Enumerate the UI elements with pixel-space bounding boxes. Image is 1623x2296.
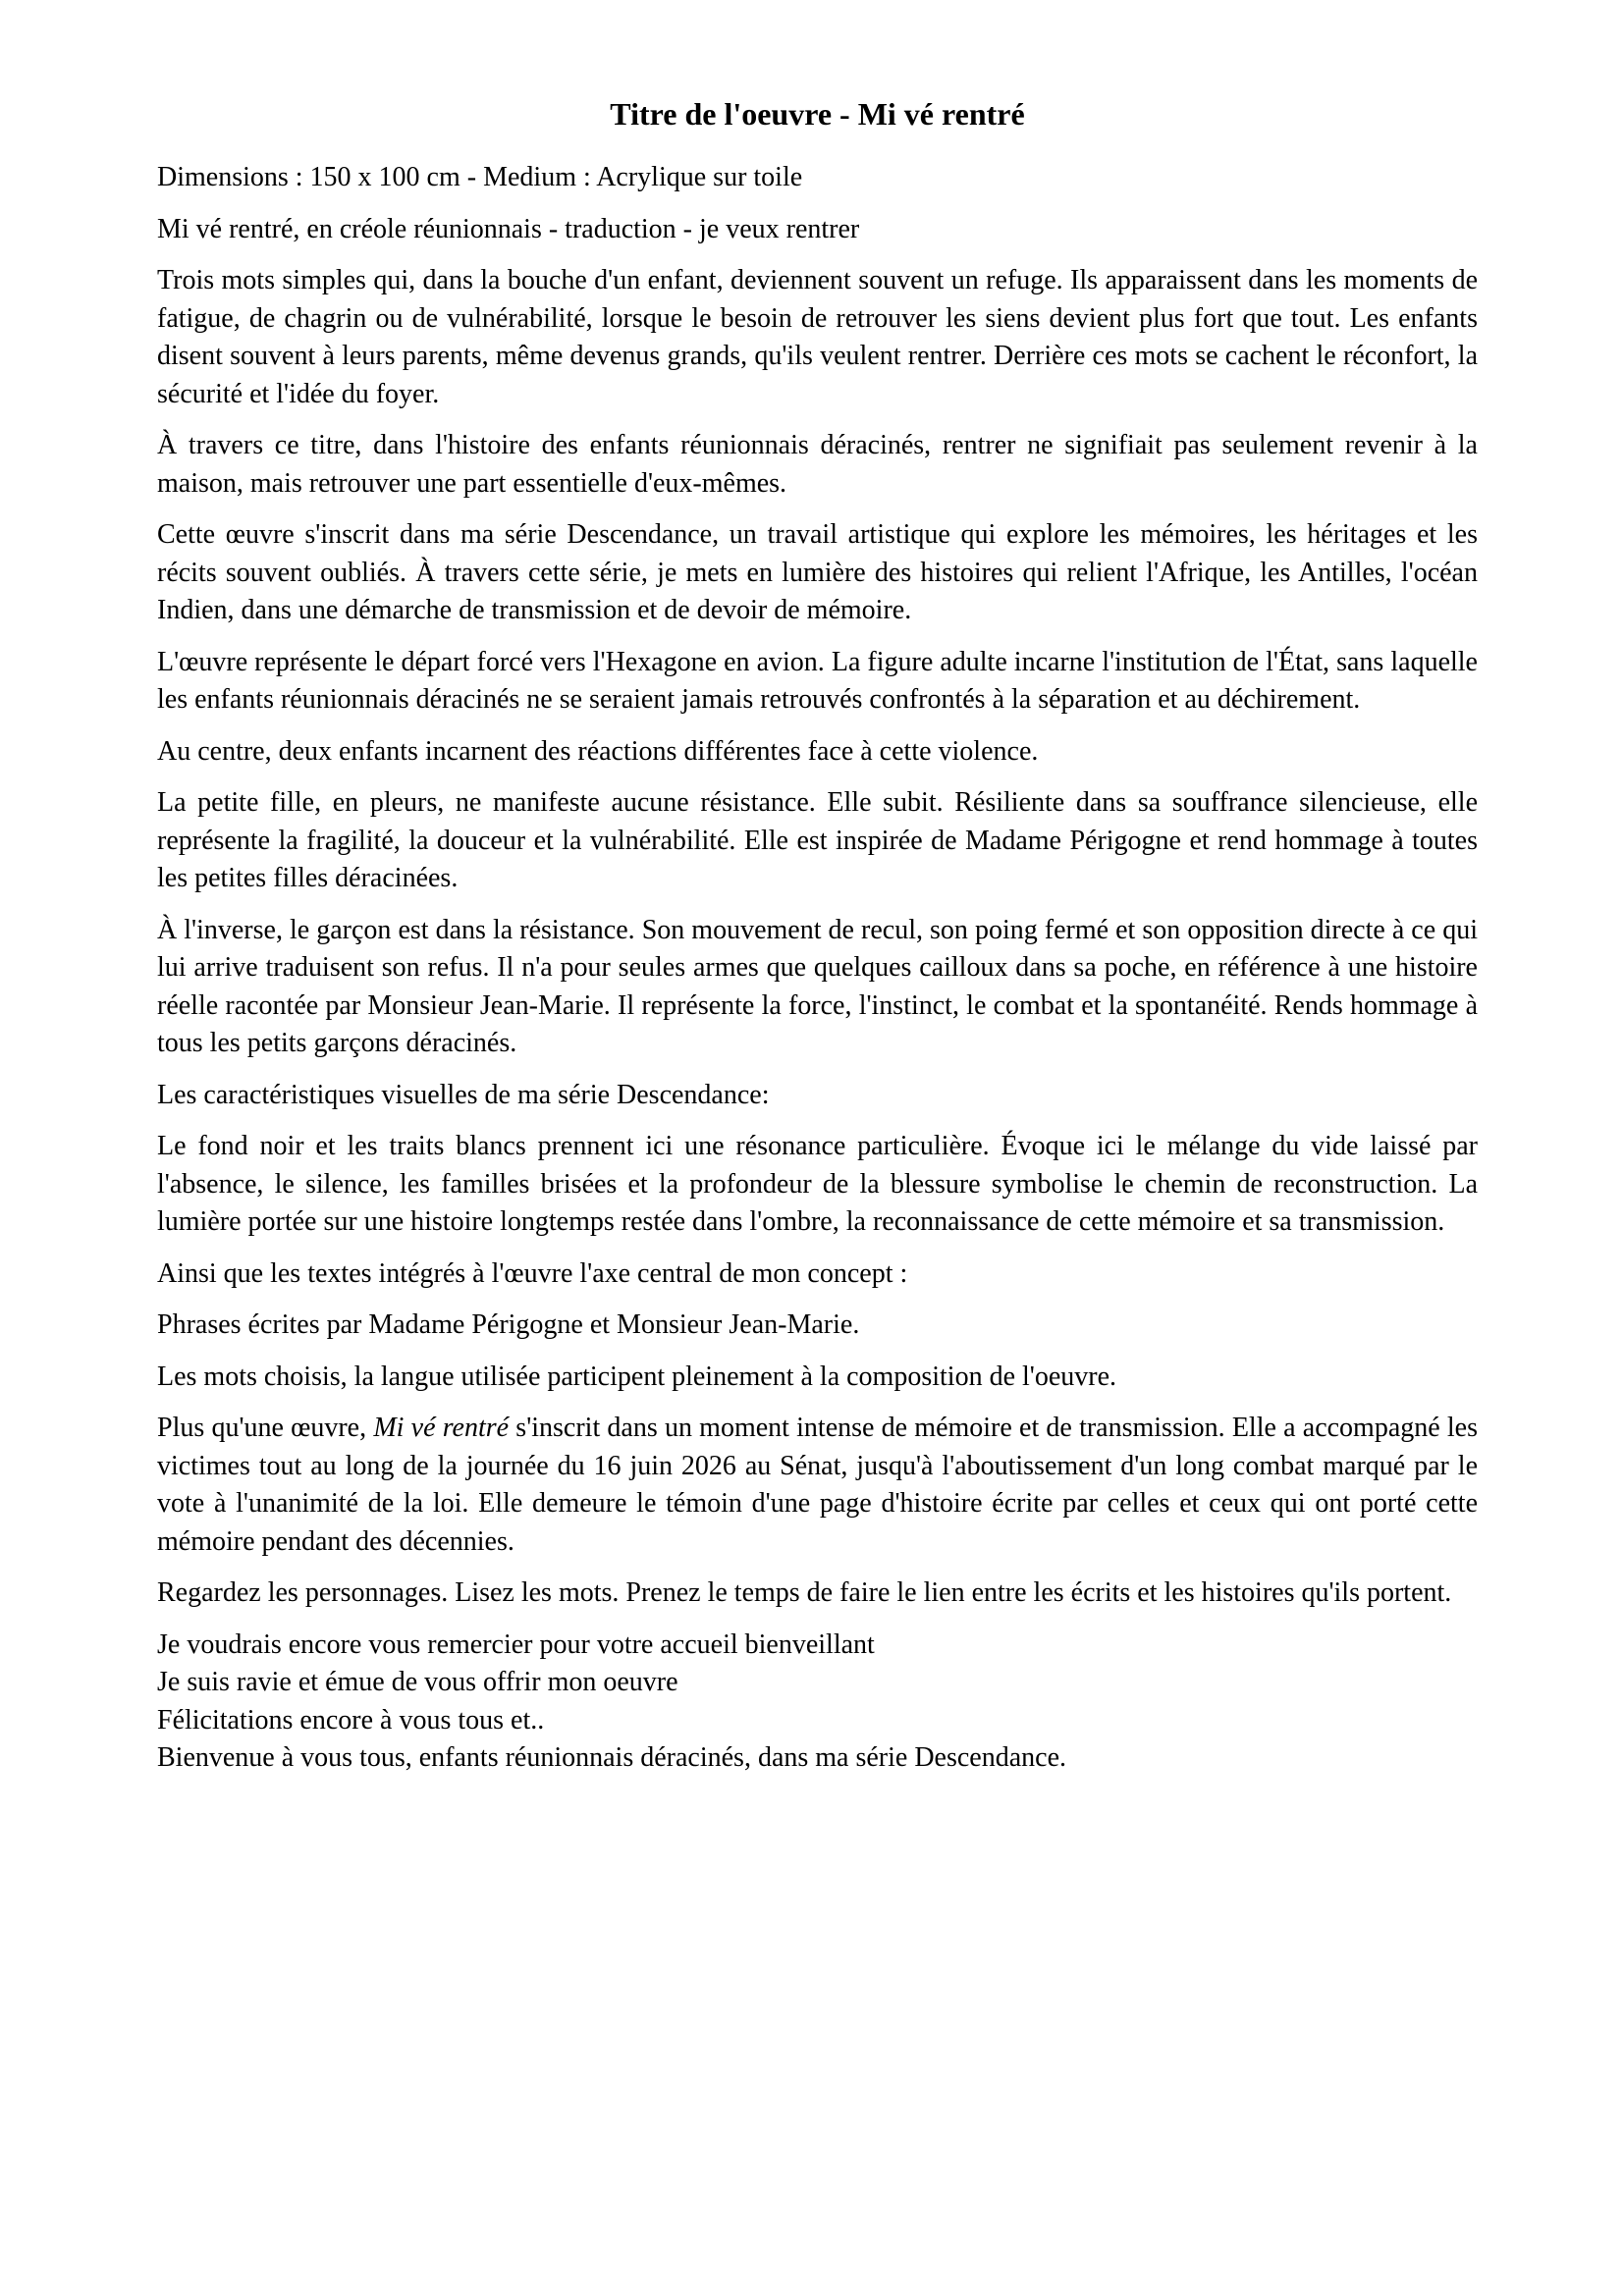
closing-line: Félicitations encore à vous tous et.. (157, 1704, 545, 1735)
paragraph: Phrases écrites par Madame Périgogne et Monsieur Jean-Marie. (157, 1309, 860, 1340)
closing-line: Je voudrais encore vous remercier pour votre accueil bienveillant (157, 1629, 875, 1660)
paragraph: Ainsi que les textes intégrés à l'œuvre l'axe central de mon concept : (157, 1257, 908, 1289)
paragraph: Au centre, deux enfants incarnent des réactions différentes face à cette violence. (157, 735, 1039, 767)
paragraph: La petite fille, en pleurs, ne manifeste aucune résistance. Elle subit. Résiliente dans sa souffrance silencieuse, elle représente la fragilité, la douceur et la vulnérabilité. Elle est inspirée de Madame Périgogne et rend hommage à toutes les petites filles déracinées. (157, 787, 1478, 893)
translation-line: Mi vé rentré, en créole réunionnais - traduction - je veux rentrer (157, 213, 860, 244)
dimensions-line: Dimensions : 150 x 100 cm - Medium : Acrylique sur toile (157, 162, 803, 192)
document-page (157, 94, 1478, 1778)
paragraph: À travers ce titre, dans l'histoire des enfants réunionnais déracinés, rentrer ne signifiait pas seulement revenir à la maison, mais retrouver une part essentielle d'eux-mêmes. (157, 430, 1478, 499)
artwork-title-italic: Mi vé rentré (373, 1413, 510, 1443)
paragraph: Le fond noir et les traits blancs prennent ici une résonance particulière. Évoque ici le mélange du vide laissé par l'absence, le silence, les familles brisées et la profondeur de la blessure symbolise le chemin de reconstruction. La lumière portée sur une histoire longtemps restée dans l'ombre, la reconnaissance de cette mémoire et sa transmission. (157, 1131, 1478, 1237)
paragraph: Trois mots simples qui, dans la bouche d'un enfant, deviennent souvent un refuge. Ils apparaissent dans les moments de fatigue, de chagrin ou de vulnérabilité, lorsque le besoin de retrouver les siens devient plus fort que tout. Les enfants disent souvent à leurs parents, même devenus grands, qu'ils veulent rentrer. Derrière ces mots se cachent le réconfort, la sécurité et l'idée du foyer. (157, 265, 1478, 409)
paragraph: Cette œuvre s'inscrit dans ma série Descendance, un travail artistique qui explore les mémoires, les héritages et les récits souvent oubliés. À travers cette série, je mets en lumière des histoires qui relient l'Afrique, les Antilles, l'océan Indien, dans une démarche de transmission et de devoir de mémoire. (157, 519, 1478, 625)
document-title: Titre de l'oeuvre - Mi vé rentré (610, 96, 1025, 132)
closing-paragraph (157, 1410, 1478, 1561)
paragraph: À l'inverse, le garçon est dans la résistance. Son mouvement de recul, son poing fermé et son opposition directe à ce qui lui arrive traduisent son refus. Il n'a pour seules armes que quelques cailloux dans sa poche, en référence à une histoire réelle racontée par Monsieur Jean-Marie. Il représente la force, l'instinct, le combat et la spontanéité. Rends hommage à tous les petits garçons déracinés. (157, 914, 1478, 1058)
closing-line: Bienvenue à vous tous, enfants réunionnais déracinés, dans ma série Descendance. (157, 1742, 1067, 1773)
paragraph: L'œuvre représente le départ forcé vers l'Hexagone en avion. La figure adulte incarne l'institution de l'État, sans laquelle les enfants réunionnais déracinés ne se seraient jamais retrouvés confrontés à la séparation et au déchirement. (157, 646, 1478, 715)
closing-line: Je suis ravie et émue de vous offrir mon oeuvre (157, 1667, 678, 1697)
invitation-paragraph: Regardez les personnages. Lisez les mots. Prenez le temps de faire le lien entre les écrits et les histoires qu'ils portent. (157, 1577, 1452, 1608)
paragraph: Les caractéristiques visuelles de ma série Descendance: (157, 1079, 770, 1110)
closing-paragraph-start: Plus qu'une œuvre, (157, 1413, 374, 1443)
paragraph: Les mots choisis, la langue utilisée participent pleinement à la composition de l'oeuvre. (157, 1361, 1117, 1392)
closing-paragraph-end: s'inscrit dans un moment intense de mémoire et de transmission. Elle a accompagné les victimes tout au long de la journée du 16 juin 2026 au Sénat, jusqu'à l'aboutissement d'un long combat marqué par le vote à l'unanimité de la loi. Elle demeure le témoin d'une page d'histoire écrite par celles et ceux qui ont porté cette mémoire pendant des décennies. (157, 1413, 1478, 1557)
closing-lines (157, 1627, 1478, 1778)
